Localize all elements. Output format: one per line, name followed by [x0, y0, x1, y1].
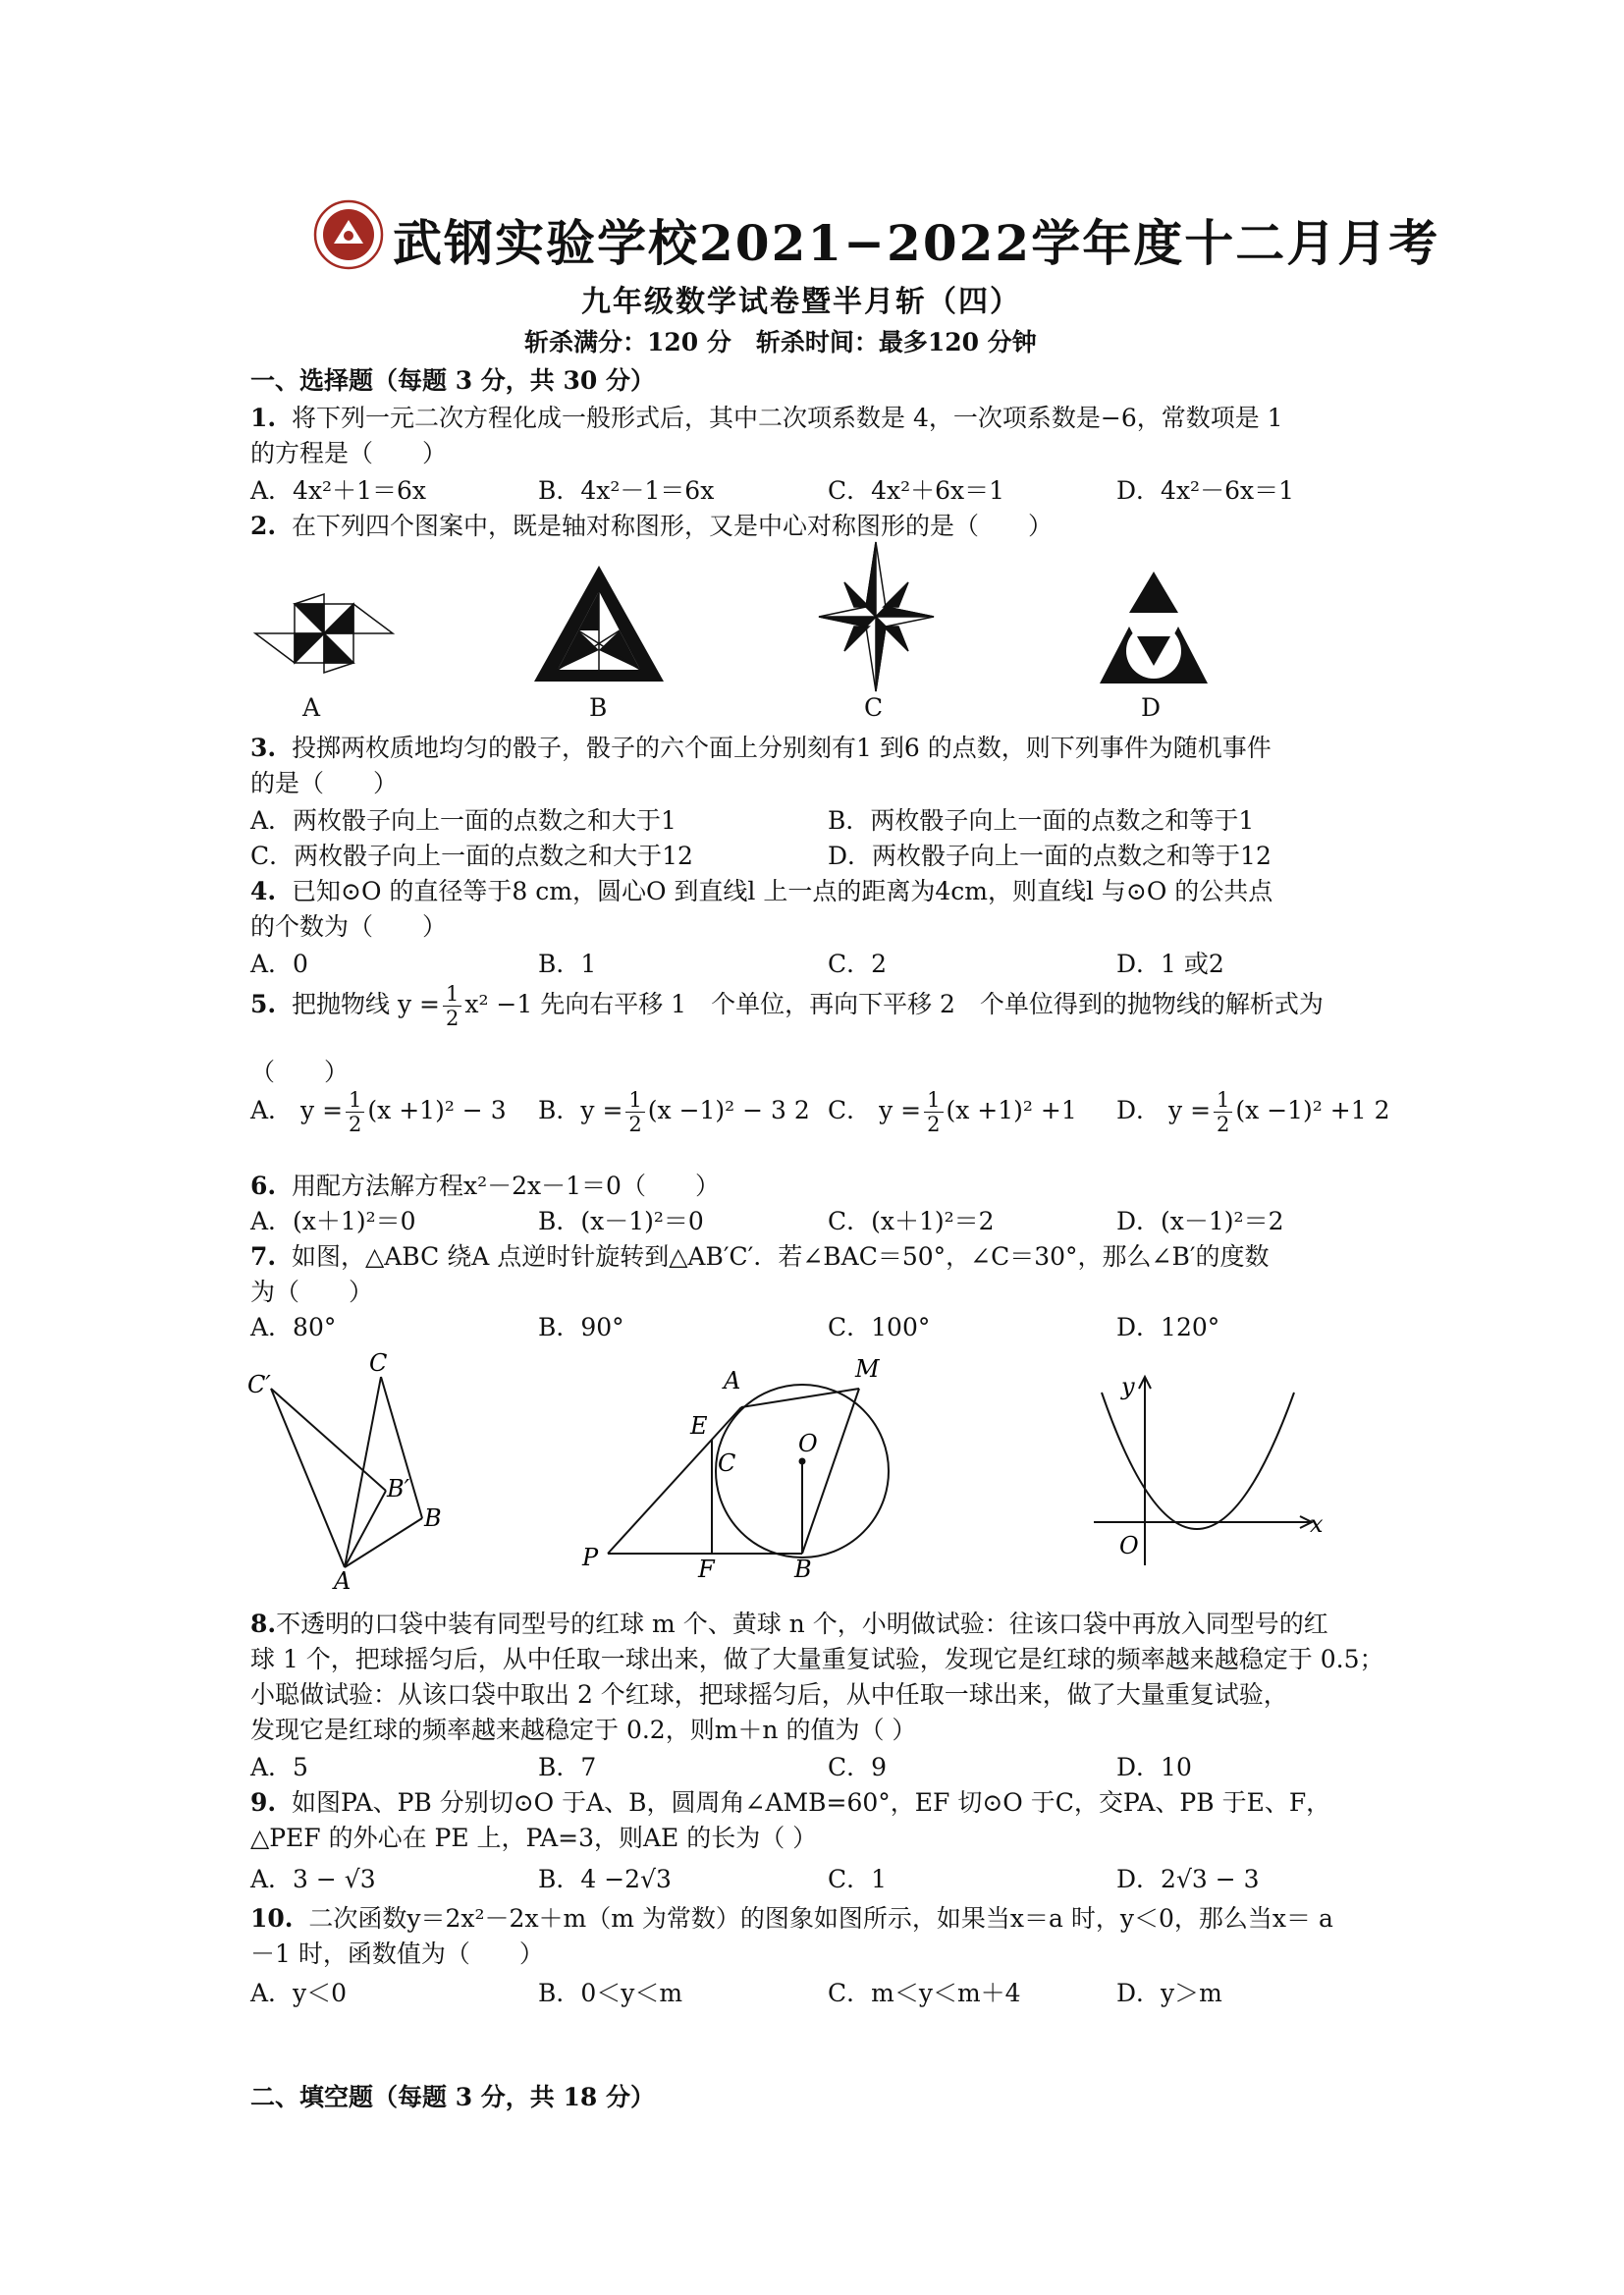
parabola-label-y: y [1121, 1373, 1135, 1400]
school-logo [312, 198, 385, 271]
rotation-label-b: B [424, 1504, 442, 1532]
rotation-label-c-prime: C′ [247, 1371, 271, 1398]
q5-option-a: A． y = $\frac{1}{2}$ (x +1)² − 3 [250, 1088, 507, 1136]
q9-option-a: A．3 − √3 [250, 1865, 376, 1893]
q8-option-c: C．9 [828, 1753, 888, 1781]
q6-option-c: C．(x＋1)²＝2 [828, 1207, 995, 1235]
q4-option-c: C．2 [828, 950, 888, 978]
rotation-figure [244, 1343, 450, 1589]
school-title: 武钢实验学校2021−2022学年度十二月月考 [393, 214, 1440, 272]
q2-figure-a-label: A [302, 693, 321, 722]
q9-line2: △PEF 的外心在 PE 上，PA=3，则AE 的长为（ ） [250, 1824, 818, 1852]
circle-label-m: M [855, 1355, 880, 1383]
rotation-label-b-prime: B′ [387, 1475, 410, 1503]
section1-heading: 一、选择题（每题 3 分，共 30 分） [250, 366, 656, 395]
circle-label-e: E [690, 1412, 708, 1440]
q2-figure-c-label: C [864, 693, 884, 722]
rotation-label-a: A [334, 1567, 352, 1589]
q5-line1: 5. 把抛物线 y = $\frac{1}{2}$ x² −1 先向右平移 1 个单位，再向下平移 2 个单位得到的抛物线的解析式为 [250, 982, 1324, 1030]
q10-option-d: D．y＞m [1116, 1979, 1222, 2007]
q6-option-d: D．(x－1)²＝2 [1116, 1207, 1284, 1235]
q1-option-a: A．4x²＋1＝6x [250, 476, 426, 505]
q1-option-c: C．4x²＋6x＝1 [828, 476, 1005, 505]
q1-option-d: D．4x²－6x＝1 [1116, 476, 1294, 505]
circle-label-o: O [798, 1430, 818, 1457]
q3-line2: 的是（ ） [250, 769, 399, 797]
q6-line1: 6. 用配方法解方程x²－2x－1＝0（ ） [250, 1172, 720, 1200]
q8-line4: 发现它是红球的频率越来越稳定于 0.2，则m＋n 的值为（ ） [250, 1716, 917, 1744]
q1-line2: 的方程是（ ） [250, 439, 448, 467]
q9-option-d: D．2√3 − 3 [1116, 1865, 1260, 1893]
parabola-label-origin: O [1119, 1532, 1139, 1559]
q10-line1: 10. 二次函数y＝2x²－2x＋m（m 为常数）的图象如图所示，如果当x＝a 时，y＜0，那么当x＝ a [250, 1904, 1333, 1933]
q2-figure-b-label: B [589, 693, 608, 722]
q5-option-d: D． y = $\frac{1}{2}$ (x −1)² +1 2 [1116, 1088, 1390, 1136]
exam-subtitle: 九年级数学试卷暨半月斩（四） [581, 285, 1021, 319]
q6-option-b: B．(x－1)²＝0 [538, 1207, 704, 1235]
q10-option-a: A．y＜0 [250, 1979, 348, 2007]
q1-option-b: B．4x²－1＝6x [538, 476, 715, 505]
q3-option-a: A．两枚骰子向上一面的点数之和大于1 [250, 806, 677, 835]
q10-line2: －1 时，函数值为（ ） [250, 1940, 544, 1968]
q7-option-d: D．120° [1116, 1313, 1220, 1341]
q8-line3: 小聪做试验：从该口袋中取出 2 个红球，把球摇匀后，从中任取一球出来，做了大量重复试验， [250, 1680, 1288, 1709]
circle-label-b: B [794, 1556, 812, 1583]
q2-figure-c-star [815, 538, 938, 695]
q9-option-c: C．1 [828, 1865, 888, 1893]
q8-option-b: B．7 [538, 1753, 597, 1781]
q4-line1: 4. 已知⊙O 的直径等于8 cm，圆心O 到直线l 上一点的距离为4cm，则直线l 与⊙O 的公共点 [250, 877, 1273, 905]
q7-option-b: B．90° [538, 1313, 624, 1341]
q5-option-b: B．y = $\frac{1}{2}$ (x −1)² − 3 2 [538, 1088, 810, 1136]
q8-line2: 球 1 个，把球摇匀后，从中任取一球出来，做了大量重复试验，发现它是红球的频率越来越稳定于 0.5； [250, 1645, 1384, 1673]
circle-tangent-figure [574, 1353, 908, 1589]
q4-option-a: A．0 [250, 950, 308, 978]
q10-option-c: C．m＜y＜m＋4 [828, 1979, 1021, 2007]
q4-option-b: B．1 [538, 950, 597, 978]
q7-option-c: C．100° [828, 1313, 931, 1341]
q7-line2: 为（ ） [250, 1278, 374, 1306]
circle-label-c: C [718, 1449, 736, 1477]
q7-line1: 7. 如图，△ABC 绕A 点逆时针旋转到△AB′C′．若∠BAC＝50°，∠C＝30°，那么∠B′的度数 [250, 1242, 1270, 1271]
circle-label-f: F [698, 1556, 715, 1583]
q7-option-a: A．80° [250, 1313, 337, 1341]
rotation-label-c: C [369, 1349, 388, 1377]
q2-figure-b-triangle [530, 562, 668, 687]
q3-line1: 3. 投掷两枚质地均匀的骰子，骰子的六个面上分别刻有1 到6 的点数，则下列事件为随机事件 [250, 734, 1272, 762]
parabola-label-x: x [1310, 1510, 1324, 1538]
section2-heading: 二、填空题（每题 3 分，共 18 分） [250, 2083, 656, 2111]
q5-option-c: C． y = $\frac{1}{2}$ (x +1)² +1 [828, 1088, 1077, 1136]
q2-line1: 2. 在下列四个图案中，既是轴对称图形，又是中心对称图形的是（ ） [250, 512, 1054, 540]
parabola-figure [1088, 1371, 1333, 1567]
q4-line2: 的个数为（ ） [250, 912, 448, 941]
q3-option-d: D．两枚骰子向上一面的点数之和等于12 [828, 842, 1272, 870]
q4-option-d: D．1 或2 [1116, 950, 1224, 978]
q8-option-a: A．5 [250, 1753, 308, 1781]
q8-line1: 8.不透明的口袋中装有同型号的红球 m 个、黄球 n 个，小明做试验：往该口袋中再放入同型号的红 [250, 1610, 1328, 1638]
q3-option-c: C．两枚骰子向上一面的点数之和大于12 [250, 842, 693, 870]
q9-line1: 9. 如图PA、PB 分别切⊙O 于A、B，圆周角∠AMB=60°，EF 切⊙O 于C，交PA、PB 于E、F， [250, 1788, 1331, 1817]
q10-option-b: B．0＜y＜m [538, 1979, 683, 2007]
circle-label-p: P [582, 1544, 599, 1571]
q1-line1: 1. 将下列一元二次方程化成一般形式后，其中二次项系数是 4，一次项系数是−6，常数项是 1 [250, 404, 1283, 432]
q2-figure-d-triforce [1090, 568, 1218, 693]
q5-line2: （ ） [250, 1058, 350, 1086]
exam-meta: 斩杀满分：120 分 斩杀时间：最多120 分钟 [524, 328, 1037, 356]
q6-option-a: A．(x＋1)²＝0 [250, 1207, 416, 1235]
q2-figure-d-label: D [1141, 693, 1162, 722]
q2-figure-a-pinwheel [245, 574, 403, 692]
q9-option-b: B．4 −2√3 [538, 1865, 672, 1893]
q3-option-b: B．两枚骰子向上一面的点数之和等于1 [828, 806, 1255, 835]
q8-option-d: D．10 [1116, 1753, 1192, 1781]
circle-label-a: A [724, 1367, 741, 1394]
